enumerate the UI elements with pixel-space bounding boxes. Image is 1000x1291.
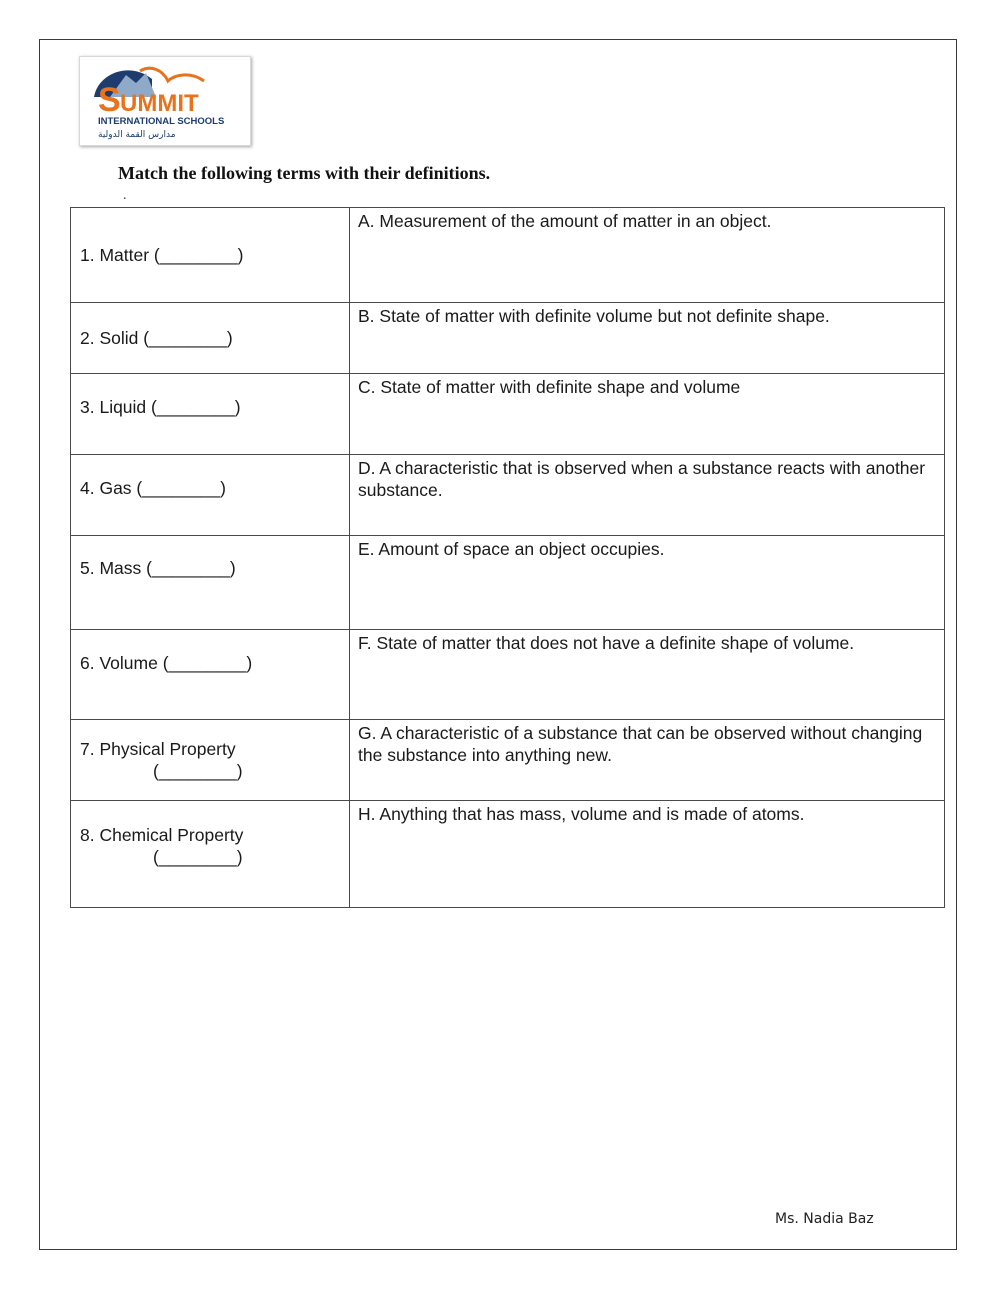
term-label: 7. Physical Property: [80, 739, 236, 759]
table-row: [71, 374, 945, 455]
instruction-heading: Match the following terms with their definitions.: [118, 163, 491, 183]
term-cell: [71, 374, 349, 440]
term-label: 5. Mass (________): [80, 558, 236, 578]
definition-text: H. Anything that has mass, volume and is made of atoms.: [358, 804, 805, 824]
table-row: [71, 801, 945, 908]
definition-text: A. Measurement of the amount of matter in an object.: [358, 211, 772, 231]
definition-text: B. State of matter with definite volume but not definite shape.: [358, 306, 830, 326]
table-row: [71, 630, 945, 720]
stray-dot: .: [123, 188, 127, 203]
matching-table: [70, 207, 945, 908]
definition-text: C. State of matter with definite shape and volume: [358, 377, 741, 397]
term-cell: [71, 630, 349, 696]
table-row: [71, 303, 945, 374]
term-label: 8. Chemical Property: [80, 825, 244, 845]
logo-subtitle: INTERNATIONAL SCHOOLS: [98, 116, 225, 127]
teacher-name: Ms. Nadia Baz: [775, 1211, 874, 1227]
table-row: [71, 455, 945, 536]
term-cell: [71, 208, 349, 302]
term-cell: [71, 720, 349, 800]
term-cell: [71, 455, 349, 521]
term-cell: [71, 536, 349, 600]
school-logo: [79, 56, 251, 146]
definition-text: E. Amount of space an object occupies.: [358, 539, 665, 559]
answer-blank[interactable]: (________): [153, 847, 243, 867]
term-cell: [71, 303, 349, 373]
table-row: [71, 208, 945, 303]
definition-text: F. State of matter that does not have a definite shape of volume.: [358, 633, 855, 653]
table-row: [71, 720, 945, 801]
summit-logo-graphic: [80, 57, 250, 145]
definition-text: D. A characteristic that is observed when a substance reacts with another substance.: [358, 458, 926, 500]
term-label: 6. Volume (________): [80, 653, 253, 673]
logo-arabic: مدارس القمة الدولية: [98, 130, 176, 140]
term-label: 3. Liquid (________): [80, 397, 241, 417]
logo-letter-s: S: [98, 81, 121, 119]
term-label: 1. Matter (________): [80, 245, 244, 265]
definition-text: G. A characteristic of a substance that can be observed without changing the substance into anything new.: [358, 723, 923, 765]
term-label: 2. Solid (________): [80, 328, 233, 348]
logo-brand-rest: UMMIT: [120, 90, 199, 117]
term-cell: [71, 801, 349, 891]
table-row: [71, 536, 945, 630]
answer-blank[interactable]: (________): [153, 761, 243, 781]
term-label: 4. Gas (________): [80, 478, 226, 498]
